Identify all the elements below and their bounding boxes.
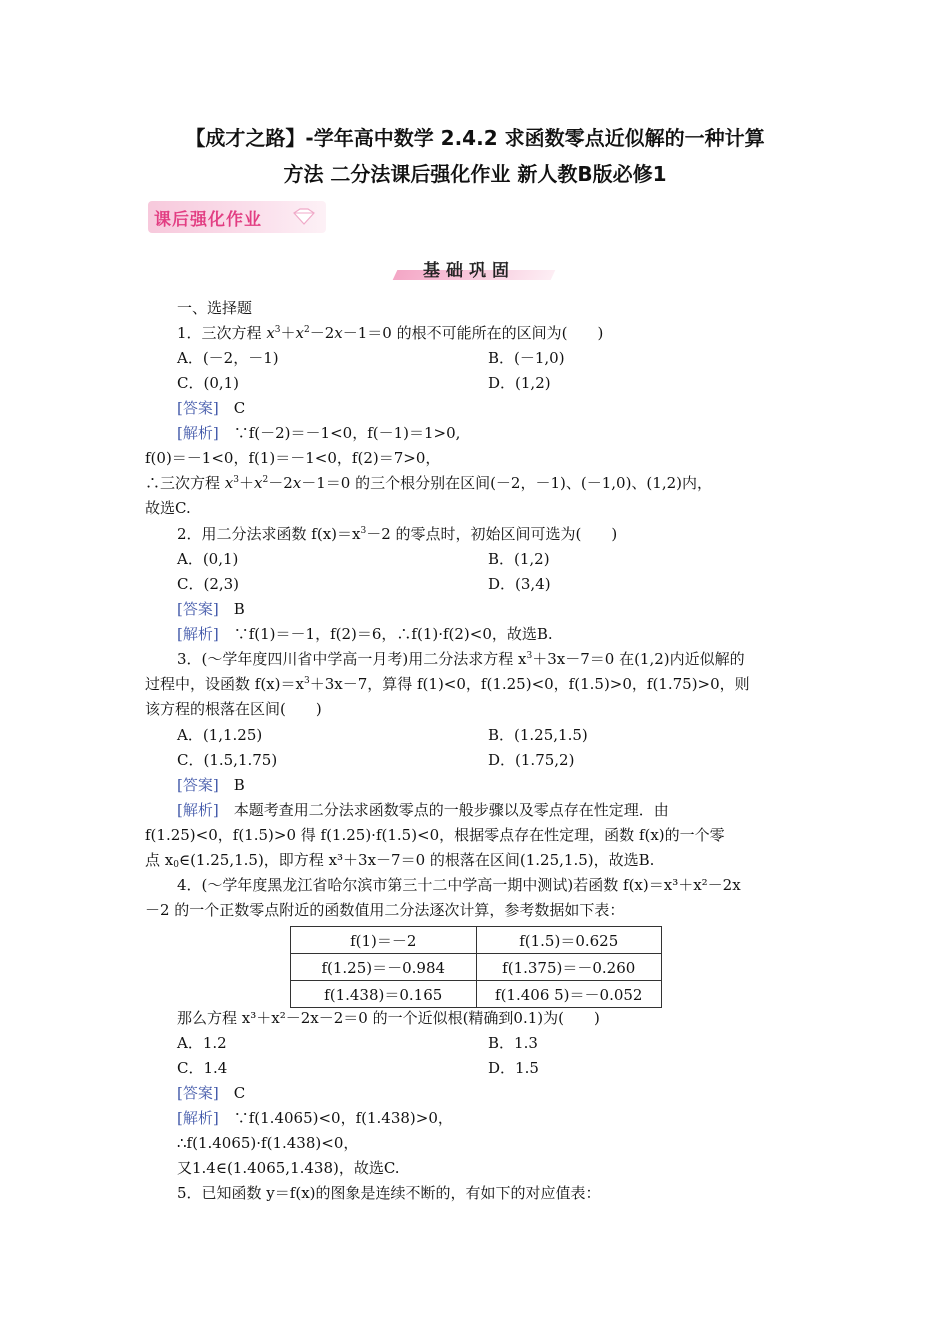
answer-label: [答案]: [177, 399, 219, 417]
q3-stem-line2: 过程中，设函数 $f(x)=x^3+3x-7$，算得 f(1)<0，f(1.25)<0，f(1.5)>0，f(1.75)>0，则: [145, 675, 750, 693]
q3-answer: [答案] B: [177, 776, 245, 794]
q1-answer: [答案] C: [177, 399, 246, 417]
table-row: [291, 981, 662, 1008]
q3-option-b: B．(1.25,1.5): [488, 726, 588, 744]
answer-label: [答案]: [177, 600, 219, 618]
section-heading: 基础巩固: [423, 261, 515, 281]
q4-reference-table: [290, 926, 662, 1008]
q3-analysis-line1: [解析] 本题考查用二分法求函数零点的一般步骤以及零点存在性定理．由: [177, 801, 669, 819]
table-row: [291, 927, 662, 954]
q3-analysis-line2: f(1.25)<0，f(1.5)>0 得 f(1.25)·f(1.5)<0，根据零点存在性定理，函数 f(x)的一个零: [145, 826, 725, 844]
section-label: 一、选择题: [177, 299, 253, 317]
section-heading-banner: [395, 256, 553, 282]
q4-stem-line3: 那么方程 x³＋x²－2x－2＝0 的一个近似根(精确到0.1)为( ): [177, 1009, 600, 1027]
table-cell: f(1.25)＝－0.984: [291, 954, 477, 981]
q2-stem: 2．用二分法求函数 $f(x)=x^3-2$ 的零点时，初始区间可选为( ): [177, 525, 618, 543]
q4-analysis-line2: ∴f(1.4065)·f(1.438)<0，: [177, 1134, 359, 1152]
q2-analysis-line1: [解析] ∵f(1)＝－1，f(2)＝6，∴f(1)·f(2)<0，故选B.: [177, 625, 553, 643]
analysis-label: [解析]: [177, 1109, 219, 1127]
homework-banner: [148, 201, 326, 233]
q1-option-d: D．(1,2): [488, 374, 551, 392]
q2-option-d: D．(3,4): [488, 575, 551, 593]
q1-option-b: B．(－1,0): [488, 349, 565, 367]
table-cell: f(1.438)＝0.165: [291, 981, 477, 1008]
q4-stem-line1: 4．(～学年度黑龙江省哈尔滨市第三十二中学高一期中测试)若函数 f(x)＝x³＋x²－2x: [177, 876, 741, 894]
document-title-line1: 【成才之路】-学年高中数学 2.4.2 求函数零点近似解的一种计算: [185, 126, 765, 150]
analysis-label: [解析]: [177, 424, 219, 442]
q4-answer: [答案] C: [177, 1084, 246, 1102]
q3-option-d: D．(1.75,2): [488, 751, 575, 769]
q1-option-c: C．(0,1): [177, 374, 240, 392]
q2-option-b: B．(1,2): [488, 550, 550, 568]
table-row: [291, 954, 662, 981]
q1-analysis-line2: f(0)＝－1<0，f(1)＝－1<0，f(2)＝7>0，: [145, 449, 441, 467]
q3-stem-line1: 3．(～学年度四川省中学高一月考)用二分法求方程 $x^3+3x-7=0$ 在(1,2)内近似解的: [177, 650, 745, 668]
q3-option-c: C．(1.5,1.75): [177, 751, 278, 769]
q1-option-a: A．(－2，－1): [177, 349, 279, 367]
q1-analysis-line4: 故选C.: [145, 499, 191, 517]
q1-analysis-line3: ∴三次方程 $x^3+x^2-2x-1=0$ 的三个根分别在区间(－2，－1)、(－1,0)、(1,2)内，: [145, 474, 712, 492]
document-title-line2: 方法 二分法课后强化作业 新人教B版必修1: [283, 162, 667, 186]
q4-option-d: D．1.5: [488, 1059, 539, 1077]
diamond-icon: [288, 207, 318, 227]
answer-label: [答案]: [177, 776, 219, 794]
table-cell: f(1.5)＝0.625: [476, 927, 662, 954]
q4-option-b: B．1.3: [488, 1034, 538, 1052]
q2-option-a: A．(0,1): [177, 550, 239, 568]
banner-label: 课后强化作业: [154, 210, 262, 230]
q4-stem-line2: －2 的一个正数零点附近的函数值用二分法逐次计算，参考数据如下表：: [145, 901, 625, 919]
table-cell: f(1)＝－2: [291, 927, 477, 954]
q4-analysis-line3: 又1.4∈(1.4065,1.438)，故选C.: [177, 1159, 400, 1177]
q1-stem: 1．三次方程 $x^3+x^2-2x-1=0$ 的根不可能所在的区间为( ): [177, 324, 604, 342]
analysis-label: [解析]: [177, 625, 219, 643]
q3-option-a: A．(1,1.25): [177, 726, 263, 744]
q1-analysis-line1: [解析] ∵f(－2)＝－1<0，f(－1)＝1>0,: [177, 424, 461, 442]
table-cell: f(1.375)＝－0.260: [476, 954, 662, 981]
answer-label: [答案]: [177, 1084, 219, 1102]
q2-answer: [答案] B: [177, 600, 245, 618]
q5-stem-line1: 5．已知函数 y＝f(x)的图象是连续不断的，有如下的对应值表：: [177, 1184, 601, 1202]
analysis-label: [解析]: [177, 801, 219, 819]
q3-stem-line3: 该方程的根落在区间( ): [145, 700, 322, 718]
q4-option-a: A．1.2: [177, 1034, 227, 1052]
table-cell: f(1.406 5)＝－0.052: [476, 981, 662, 1008]
q3-analysis-line3: 点 $x_0\in(1.25,1.5)$，即方程 x³＋3x－7＝0 的根落在区间(1.25,1.5)，故选B.: [145, 851, 655, 870]
q2-option-c: C．(2,3): [177, 575, 240, 593]
q4-option-c: C．1.4: [177, 1059, 228, 1077]
q4-analysis-line1: [解析] ∵f(1.4065)<0，f(1.438)>0，: [177, 1109, 453, 1127]
